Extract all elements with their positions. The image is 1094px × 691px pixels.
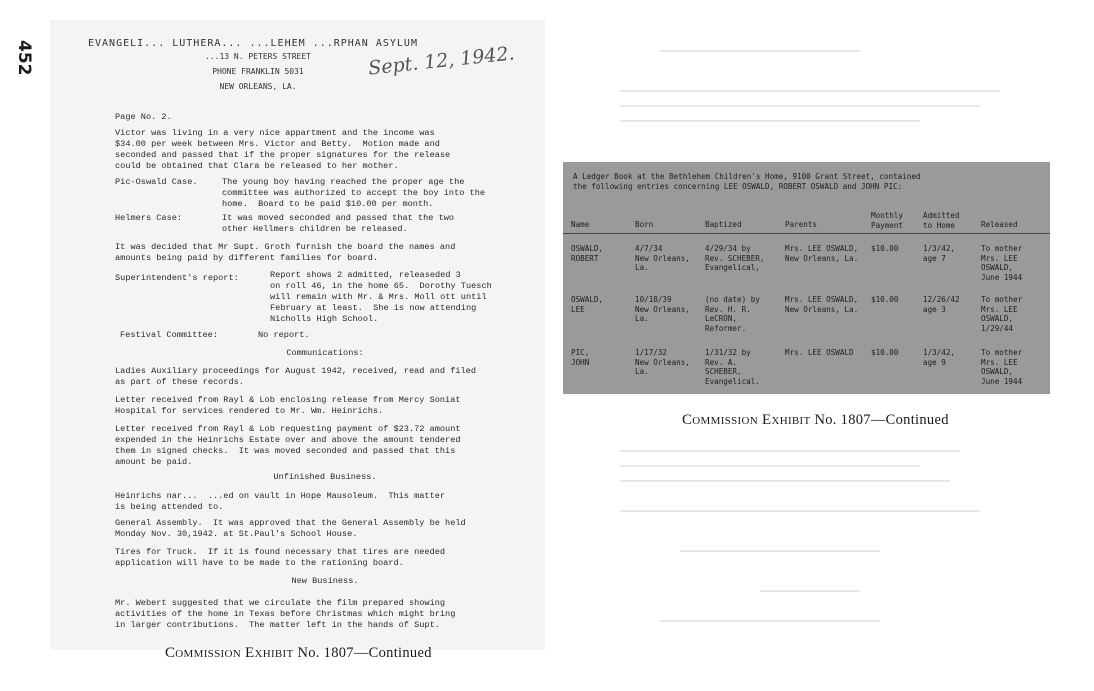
letterhead-phone: PHONE FRANKLIN 5031 [212, 67, 304, 76]
row-parents: Mrs. LEE OSWALD, New Orleans, La. [785, 295, 859, 314]
page-number: 452 [14, 40, 34, 76]
festival-text: No report. [258, 330, 310, 340]
row-parents: Mrs. LEE OSWALD, New Orleans, La. [785, 244, 859, 263]
header-born: Born [635, 220, 654, 229]
row-name: OSWALD, ROBERT [571, 244, 604, 263]
caption-left-suffix: No. 1807—Continued [293, 645, 432, 661]
new-business-heading: New Business. [291, 576, 359, 586]
letterhead-title: EVANGELI... LUTHERA... ...LEHEM ...RPHAN ASYLUM [88, 38, 418, 49]
header-baptized: Baptized [705, 220, 742, 229]
communications-heading: Communications: [286, 348, 364, 358]
superintendent-label: Superintendent's report: [115, 273, 239, 283]
caption-right-prefix: Commission Exhibit [682, 412, 811, 428]
paragraph-heinrichs: Heinrichs nar... ...ed on vault in Hope Mausoleum. This matter is being attended to. [115, 491, 446, 512]
superintendent-text: Report shows 2 admitted, releaseded 3 on roll 46, in the home 65. Dorothy Tuesch will remain with Mr. & Mrs. Moll ott until February at least. She is now attending Nicholls High School. [270, 270, 492, 324]
row-monthly: $10.00 [871, 295, 899, 304]
ledger-excerpt [563, 162, 1050, 394]
row-parents: Mrs. LEE OSWALD [785, 348, 854, 357]
paragraph-general-assembly: General Assembly. It was approved that the General Assembly be held Monday Nov. 30,1942. at St.Paul's School House. [115, 518, 466, 539]
caption-left-prefix: Commission Exhibit [165, 645, 294, 661]
row-name: OSWALD, LEE [571, 295, 604, 314]
row-released: To mother Mrs. LEE OSWALD, 1/29/44 [981, 295, 1023, 333]
row-monthly: $10.00 [871, 244, 899, 253]
header-released: Released [981, 220, 1018, 229]
paragraph-letter-release: Letter received from Rayl & Lob enclosing release from Mercy Soniat Hospital for services rendered to Mr. Wm. Heinrichs. [115, 395, 461, 416]
row-born: 10/18/39 New Orleans, La. [635, 295, 690, 323]
header-admitted: Admitted to Home [923, 211, 960, 230]
row-released: To mother Mrs. LEE OSWALD, June 1944 [981, 348, 1023, 386]
caption-right-suffix: No. 1807—Continued [810, 412, 949, 428]
row-born: 4/7/34 New Orleans, La. [635, 244, 690, 272]
row-name: PIC, JOHN [571, 348, 590, 367]
header-monthly-payment: Monthly Payment [871, 211, 904, 230]
paragraph-letter-payment: Letter received from Rayl & Lob requesting payment of $23.72 amount expended in the Heinrichs Estate over and above the amount tendered them in signed checks. It was moved seconded and passed that this amount be paid. [115, 424, 461, 467]
ledger-header-row [563, 209, 1050, 234]
pic-oswald-label: Pic-Oswald Case. [115, 177, 198, 187]
pic-oswald-text: The young boy having reached the proper age the committee was authorized to accept the boy into the home. Board to be paid $10.00 per month. [222, 177, 486, 209]
paragraph-ladies: Ladies Auxiliary proceedings for August 1942, received, read and filed as part of these records. [115, 366, 476, 387]
caption-left [165, 645, 432, 662]
ledger-intro: A Ledger Book at the Bethlehem Children's Home, 9100 Grant Street, contained the following entries concerning LEE OSWALD, ROBERT OSWALD and JOHN PIC: [573, 172, 921, 191]
header-parents: Parents [785, 220, 818, 229]
unfinished-heading: Unfinished Business. [273, 472, 377, 482]
letterhead-city: NEW ORLEANS, LA. [219, 82, 297, 91]
row-baptized: (no date) by Rev. H. R. LeCRON, Reformer. [705, 295, 760, 333]
row-baptized: 1/31/32 by Rev. A. SCHEBER, Evangelical. [705, 348, 760, 386]
helmers-text: It was moved seconded and passed that the two other Hellmers children be released. [222, 213, 455, 234]
handwritten-date: Sept. 12, 1942. [367, 42, 516, 80]
caption-right [682, 412, 949, 429]
paragraph-decided: It was decided that Mr Supt. Groth furnish the board the names and amounts being paid by different families for board. [115, 242, 456, 263]
row-released: To mother Mrs. LEE OSWALD, June 1944 [981, 244, 1023, 282]
row-admitted: 12/26/42 age 3 [923, 295, 960, 314]
row-born: 1/17/32 New Orleans, La. [635, 348, 690, 376]
row-admitted: 1/3/42, age 7 [923, 244, 956, 263]
row-monthly: $10.00 [871, 348, 899, 357]
paragraph-victor: Victor was living in a very nice appartment and the income was $34.00 per week between Mrs. Victor and Betty. Motion made and seconded and passed that if the proper signatures for the release could be obtained that Clara be released to her mother. [115, 128, 451, 171]
header-name: Name [571, 220, 590, 229]
festival-label: Festival Committee: [120, 330, 218, 340]
row-baptized: 4/29/34 by Rev. SCHEBER, Evangelical, [705, 244, 765, 272]
paragraph-tires: Tires for Truck. If it is found necessary that tires are needed application will have to be made to the rationing board. [115, 547, 446, 568]
letterhead-street: ...13 N. PETERS STREET [205, 52, 311, 61]
paragraph-webert: Mr. Webert suggested that we circulate the film prepared showing activities of the home in Texas before Christmas which might bring in larger contributions. The matter left in the hands of Supt. [115, 598, 456, 630]
row-admitted: 1/3/42, age 9 [923, 348, 956, 367]
page-no: Page No. 2. [115, 112, 172, 122]
helmers-label: Helmers Case: [115, 213, 183, 223]
